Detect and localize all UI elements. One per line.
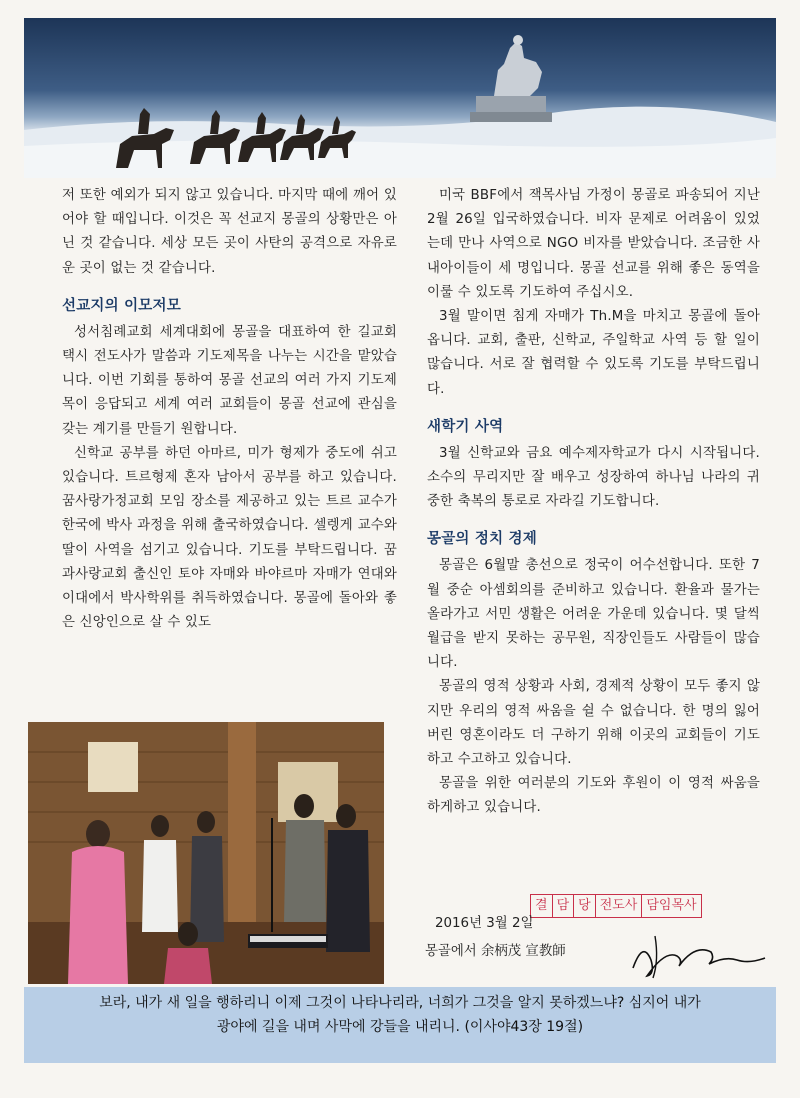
left-paragraph-2: 신학교 공부를 하던 아마르, 미가 형제가 중도에 쉬고 있습니다. 트르형제 혼자 남아서 공부를 하고 있습니다. 꿈사랑가정교회 모임 장소를 제공하고 있는 트르 교수가 한국에 박사 과정을 위해 출국하였습니다. 셀렝게 교수와 딸이 사역을 섬기고 있습니다. 기도를 부탁드립니다. 꿈과사랑교회 출신인 토야 자매와 바야르마 자매가 연대와 이대에서 박사학위를 취득하였습니다. 몽골에 돌아와 좋은 신앙인으로 살 수 있도 [62, 445, 397, 631]
approval-stamp [530, 894, 702, 918]
handwritten-signature [625, 930, 775, 980]
sender-line: 몽골에서 余柄茂 宣教師 [425, 944, 566, 959]
right-paragraph-6: 몽골을 위한 여러분의 기도와 후원이 이 영적 싸움을 하게하고 있습니다. [427, 776, 760, 816]
verse-line-1: 보라, 내가 새 일을 행하리니 이제 그것이 나타나리라, 너희가 그것을 알지 못하겠느냐? 심지어 내가 [99, 995, 701, 1011]
right-paragraph-4: 몽골은 6월말 총선으로 정국이 어수선합니다. 또한 7월 중순 아셈회의를 준비하고 있습니다. 환율과 물가는 올라가고 서민 생활은 어려운 가운데 있습니다. 몇 달씩 월급을 받지 못하는 공무원, 직장인들도 사람들이 많습니다. [427, 558, 760, 671]
stamp-cell-3: 당 [574, 895, 596, 917]
stamp-cell-2: 담 [553, 895, 575, 917]
banner-photo [24, 18, 776, 178]
worship-photo [28, 722, 384, 984]
left-intro-paragraph: 저 또한 예외가 되지 않고 있습니다. 마지막 때에 깨어 있어야 할 때입니다. 이것은 꼭 선교지 몽골의 상황만은 아닌 것 같습니다. 세상 모든 곳이 사탄의 공격으로 자유로운 곳이 없는 것 같습니다. [62, 188, 397, 276]
right-paragraph-2: 3월 말이면 침게 자매가 Th.M을 마치고 몽골에 돌아옵니다. 교회, 출판, 신학교, 주일학교 사역 등 할 일이 많습니다. 서로 잘 협력할 수 있도록 기도를 부탁드립니다. [427, 309, 760, 397]
right-paragraph-3: 3월 신학교와 금요 예수제자학교가 다시 시작됩니다. 소수의 무리지만 잘 배우고 성장하여 하나님 나라의 귀중한 축복의 통로로 자라길 기도합니다. [427, 445, 760, 510]
section-title-mission-news: 선교지의 이모저모 [62, 297, 181, 314]
left-paragraph-1: 성서침례교회 세계대회에 몽골을 대표하여 한 길교회 택시 전도사가 말씀과 기도제목을 나누는 시간을 맡았습니다. 이번 기회를 통하여 몽골 선교의 여러 가지 기도제목이 응답되고 세계 여러 교회들이 몽골 선교에 관심을 갖는 계기를 만들기 원합니다. [62, 324, 397, 437]
letter-date: 2016년 3월 2일 [435, 916, 534, 931]
right-paragraph-1: 미국 BBF에서 잭목사님 가정이 몽골로 파송되어 지난 2월 26일 입국하였습니다. 비자 문제로 어려움이 있었는데 만나 사역으로 NGO 비자를 받았습니다. 조금한 사내아이들이 세 명입니다. 몽골 선교를 위해 좋은 동역을 이룰 수 있도록 기도하여 주십시오. [427, 188, 760, 300]
right-column [427, 184, 760, 821]
section-title-new-semester: 새학기 사역 [427, 418, 504, 435]
right-paragraph-5: 몽골의 영적 상황과 사회, 경제적 상황이 모두 좋지 않지만 우리의 영적 싸움을 쉴 수 없습니다. 한 명의 잃어버린 영혼이라도 더 구하기 위해 이곳의 교회들이 기도하고 수고하고 있습니다. [427, 679, 760, 768]
footer-verse [24, 987, 776, 1063]
left-column [62, 184, 397, 635]
stamp-cell-5: 담임목사 [646, 898, 697, 913]
section-title-politics-economy: 몽골의 정치 경제 [427, 531, 537, 548]
signature-block [425, 898, 785, 988]
stamp-cell-1: 결 [531, 895, 553, 917]
verse-line-2: 광야에 길을 내며 사막에 강들을 내리니. (이사야43장 19절) [216, 1019, 584, 1035]
stamp-cell-4: 전도사 [596, 895, 643, 917]
